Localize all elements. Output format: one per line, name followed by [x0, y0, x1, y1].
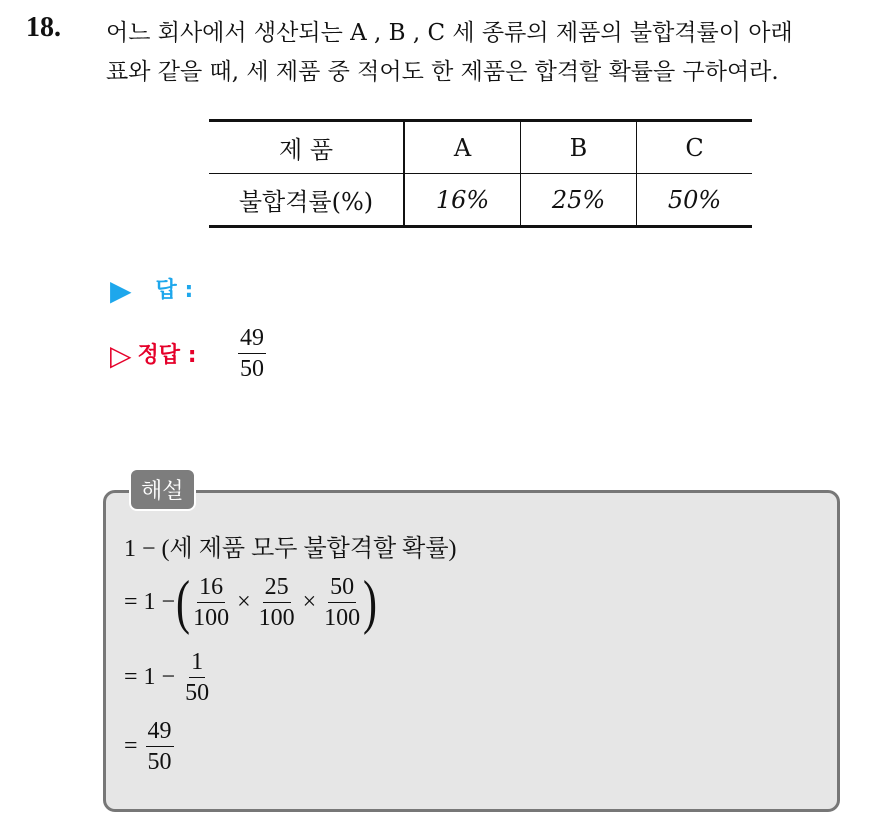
answer-label: 답 : — [155, 278, 194, 303]
column-c-header: C — [637, 121, 753, 174]
question-text-line-1: 어느 회사에서 생산되는 A , B , C 세 종류의 제품의 불합격률이 아래 — [106, 20, 793, 46]
fraction-denominator: 100 — [193, 604, 230, 631]
table-value-row — [209, 174, 752, 227]
answer-row — [110, 273, 193, 307]
column-a-header: A — [453, 133, 472, 162]
value-a-cell: 16% — [404, 174, 521, 227]
fraction-numerator: 1 — [189, 650, 205, 678]
column-b-header: B — [521, 121, 637, 174]
correct-answer-row — [110, 338, 197, 372]
fraction — [183, 650, 211, 705]
fraction — [146, 719, 174, 774]
step-2-prefix: = 1 − — [124, 588, 176, 615]
value-c-cell: 50% — [637, 174, 753, 227]
fraction-denominator: 50 — [147, 749, 172, 775]
question-text-line-2: 표와 같을 때, 세 제품 중 적어도 한 제품은 합격할 확률을 구하여라. — [106, 59, 779, 85]
value-b-cell: 25% — [521, 174, 637, 227]
fraction-denominator: 50 — [185, 680, 210, 706]
fraction-c — [322, 575, 362, 630]
defect-rate-table — [209, 119, 752, 228]
fraction-numerator: 50 — [328, 575, 356, 603]
explanation-step-2 — [124, 569, 378, 635]
correct-answer-fraction — [238, 326, 266, 381]
product-header-cell: 제 품 — [209, 121, 404, 174]
fraction-numerator: 16 — [197, 575, 225, 603]
explanation-step-3 — [124, 650, 211, 705]
fraction-numerator: 49 — [146, 719, 174, 747]
step-4-prefix: = — [124, 733, 138, 759]
explanation-step-4 — [124, 719, 174, 774]
step-3-prefix: = 1 − — [124, 664, 176, 690]
fraction-numerator: 25 — [263, 575, 291, 603]
fraction-b — [257, 575, 297, 630]
defect-rate-label-cell: 불합격률(%) — [209, 174, 404, 227]
times-sign: × — [302, 588, 317, 615]
table-header-row — [209, 121, 752, 174]
outline-triangle-icon: ▷ — [110, 339, 132, 372]
left-paren: ( — [176, 569, 191, 635]
explanation-step-1: 1 − (세 제품 모두 불합격할 확률) — [124, 536, 457, 562]
explanation-tag: 해설 — [129, 468, 196, 511]
fraction-denominator: 100 — [324, 604, 361, 631]
fraction-a — [191, 575, 231, 630]
times-sign: × — [237, 588, 251, 615]
question-number: 18. — [26, 12, 61, 43]
fraction-denominator: 50 — [240, 356, 264, 382]
correct-answer-label: 정답 : — [137, 343, 197, 368]
fraction-denominator: 100 — [258, 604, 295, 631]
filled-triangle-icon: ▶ — [110, 274, 132, 307]
right-paren: ) — [363, 569, 378, 635]
fraction-numerator: 49 — [238, 326, 266, 354]
